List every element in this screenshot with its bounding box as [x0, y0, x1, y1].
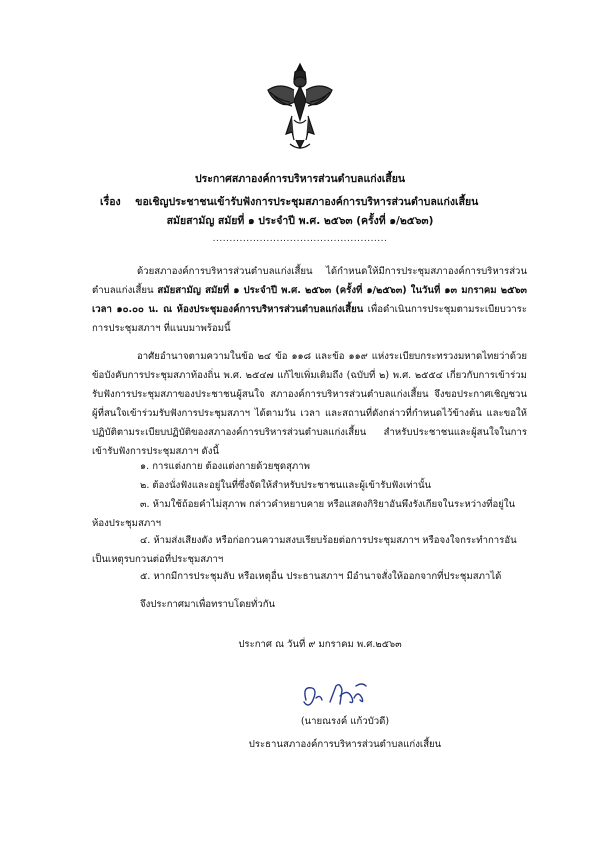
announcement-title: ประกาศสภาองค์การบริหารส่วนตำบลแก่งเสี้ยน — [194, 173, 406, 185]
paragraph-2 — [92, 347, 527, 461]
signer-position: ประธานสภาองค์การบริหารส่วนตำบลแก่งเสี้ยน — [248, 739, 442, 750]
rule-item-5: ๕. หากมีการประชุมลับ หรือเหตุอื่น ประธานสภาฯ มีอำนาจสั่งให้ออกจากที่ประชุมสภาได้ — [140, 571, 502, 582]
session-line: สมัยสามัญ สมัยที่ ๑ ประจำปี พ.ศ. ๒๕๖๓ (ครั้งที่ ๑/๒๕๖๓) — [166, 215, 434, 227]
paragraph-2-text: อาศัยอำนาจตามความในข้อ ๒๔ ข้อ ๑๑๘ และข้อ ๑๑๙ แห่งระเบียบกระทรวงมหาดไทยว่าด้วยข้อบังคับการประชุมสภาท้องถิ่น พ.ศ. ๒๕๔๗ แก้ไขเพิ่มเติมถึง (ฉบับที่ ๒) พ.ศ. ๒๕๕๔ เกี่ยวกับการเข้าร่วมรับฟังการประชุมสภาของประชาชนผู้สนใจ สภาองค์การบริหารส่วนตำบลแก่งเสี้ยน จึงขอประกาศเชิญชวนผู้ที่สนใจเข้าร่วมรับฟังการประชุมสภาฯ ได้ตามวัน เวลา และสถานที่ดังกล่าวที่กำหนดไว้ข้างต้น และขอให้ปฏิบัติตามระเบียบปฏิบัติของสภาองค์การบริหารส่วนตำบลแก่งเสี้ยน สำหรับประชาชนและผู้สนใจในการเข้ารับฟังการประชุมสภาฯ ดังนี้ — [92, 351, 527, 457]
rule-item-2: ๒. ต้องนั่งฟังและอยู่ในที่ซึ่งจัดให้สำหรับประชาชนและผู้เข้ารับฟังเท่านั้น — [140, 480, 432, 491]
paragraph-1-c: เพื่อดำเนินการประชุมตามระเบียบวาระการประชุมสภาฯ ที่แนบมาพร้อมนี้ — [92, 304, 527, 334]
subject-label: เรื่อง — [100, 196, 121, 208]
handwritten-signature — [300, 680, 380, 712]
rule-item-4: ๔. ห้ามส่งเสียงดัง หรือก่อกวนความสงบเรียบร้อยต่อการประชุมสภาฯ หรือจงใจกระทำการอันเป็นเหตุรบกวนต่อที่ประชุมสภาฯ — [92, 535, 517, 565]
title-divider: .................................................... — [212, 234, 388, 244]
subject-line — [100, 193, 540, 210]
paragraph-1-b: สมัยสามัญ สมัยที่ ๑ ประจำปี พ.ศ. ๒๕๖๓ (ครั้งที่ ๑/๒๕๖๓) ในวันที่ ๑๓ มกราคม ๒๕๖๓ เวลา ๑๐.๐๐ น. ณ ห้องประชุมองค์การบริหารส่วนตำบลแก่งเสี้ยน — [92, 285, 527, 315]
signer-name: (นายณรงค์ แก้วบัวดี) — [300, 716, 390, 727]
rule-item-3: ๓. ห้ามใช้ถ้อยคำไม่สุภาพ กล่าวคำหยาบคาย หรือแสดงกิริยาอันพึงรังเกียจในระหว่างที่อยู่ในห้องประชุมสภาฯ — [92, 499, 516, 529]
announcement-date: ประกาศ ณ วันที่ ๙ มกราคม พ.ศ.๒๕๖๓ — [238, 639, 402, 650]
subject-text: ขอเชิญประชาชนเข้ารับฟังการประชุมสภาองค์การบริหารส่วนตำบลแก่งเสี้ยน — [135, 196, 479, 208]
closing-text: จึงประกาศมาเพื่อทราบโดยทั่วกัน — [140, 599, 276, 610]
rule-item-1: ๑. การแต่งกาย ต้องแต่งกายด้วยชุดสุภาพ — [140, 461, 310, 472]
garuda-emblem-icon — [262, 60, 338, 154]
paragraph-1 — [92, 262, 527, 338]
paragraph-1-a: ด้วยสภาองค์การบริหารส่วนตำบลแก่งเสี้ยน ได้กำหนดให้มีการประชุมสภาองค์การบริหารส่วนตำบลแก่งเสี้ยน — [92, 266, 527, 296]
